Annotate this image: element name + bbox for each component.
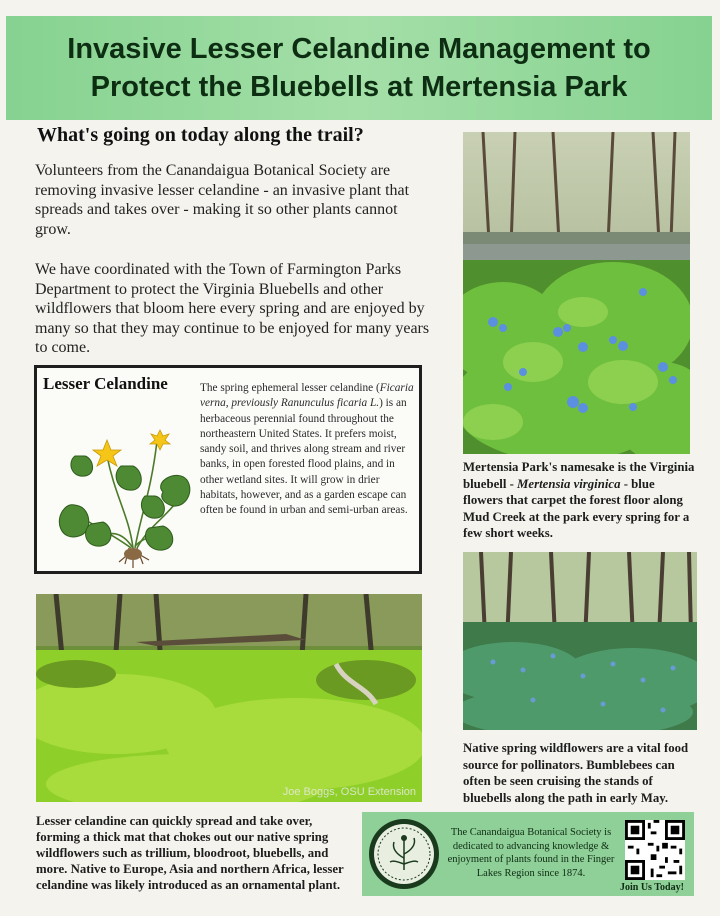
forest-caption: Native spring wildflowers are a vital food source for pollinators. Bumblebees can often be seen cruising the stands of bluebells along the path in early May. xyxy=(463,741,689,805)
celandine-caption: Lesser celandine can quickly spread and take over, forming a thick mat that chokes out our native spring wildflowers such as trillium, bloodroot, bluebells, and more. Native to Europe, Asia and northern Africa, lesser celandine was likely introduced as an ornamental plant. xyxy=(36,814,344,892)
intro-paragraph-2: We have coordinated with the Town of Farmington Parks Department to protect the Virginia Bluebells and other wildflowers that bloom here every spring and are enjoyed by many so that they may continue to be enjoyed for many years to come. xyxy=(35,261,430,356)
bluebell-photo xyxy=(463,132,690,454)
join-us-link[interactable]: Join Us Today! xyxy=(620,882,684,893)
society-description: The Canandaigua Botanical Society is dedicated to advancing knowledge & enjoyment of plants found in the Finger Lakes Region since 1874. xyxy=(447,827,615,879)
intro-paragraph-1: Volunteers from the Canandaigua Botanical Society are removing invasive lesser celandine - an invasive plant that spreads and takes over - making it so other plants cannot grow. xyxy=(35,162,410,238)
lesser-celandine-title: Lesser Celandine xyxy=(43,374,168,393)
title-line-2: Protect the Bluebells at Mertensia Park xyxy=(90,71,628,103)
bluebell-scientific-name: Mertensia virginica xyxy=(517,476,621,491)
intro-heading: What's going on today along the trail? xyxy=(37,124,364,146)
photo-credit: Joe Boggs, OSU Extension xyxy=(282,786,416,798)
celandine-plant-illustration xyxy=(45,396,191,572)
celandine-scientific-name: Ficaria verna, previously Ranunculus ficaria L. xyxy=(200,382,414,410)
title-banner xyxy=(6,16,712,120)
lesser-celandine-box xyxy=(34,365,422,574)
title-line-1: Invasive Lesser Celandine Management to xyxy=(67,33,651,65)
society-seal-icon xyxy=(368,818,440,890)
qr-code[interactable] xyxy=(624,820,686,880)
society-box xyxy=(362,812,694,896)
lesser-celandine-description: The spring ephemeral lesser celandine (Ficaria verna, previously Ranunculus ficaria L.) is an herbaceous perennial found throughout the northeastern United States. It prefers moist, sandy soil, and thrives along stream and river banks, in open forested flood plains, and in other wetland sites. It will grow in drier habitats, however, and as a garden escape can often be found in urban and semi-urban areas. xyxy=(200,382,414,517)
bluebell-caption: Mertensia Park's namesake is the Virginia bluebell - Mertensia virginica - blue flowers that carpet the forest floor along Mud Creek at the park every spring for a few short weeks. xyxy=(463,460,695,540)
celandine-carpet-photo xyxy=(36,594,422,802)
forest-bluebells-photo xyxy=(463,552,697,730)
